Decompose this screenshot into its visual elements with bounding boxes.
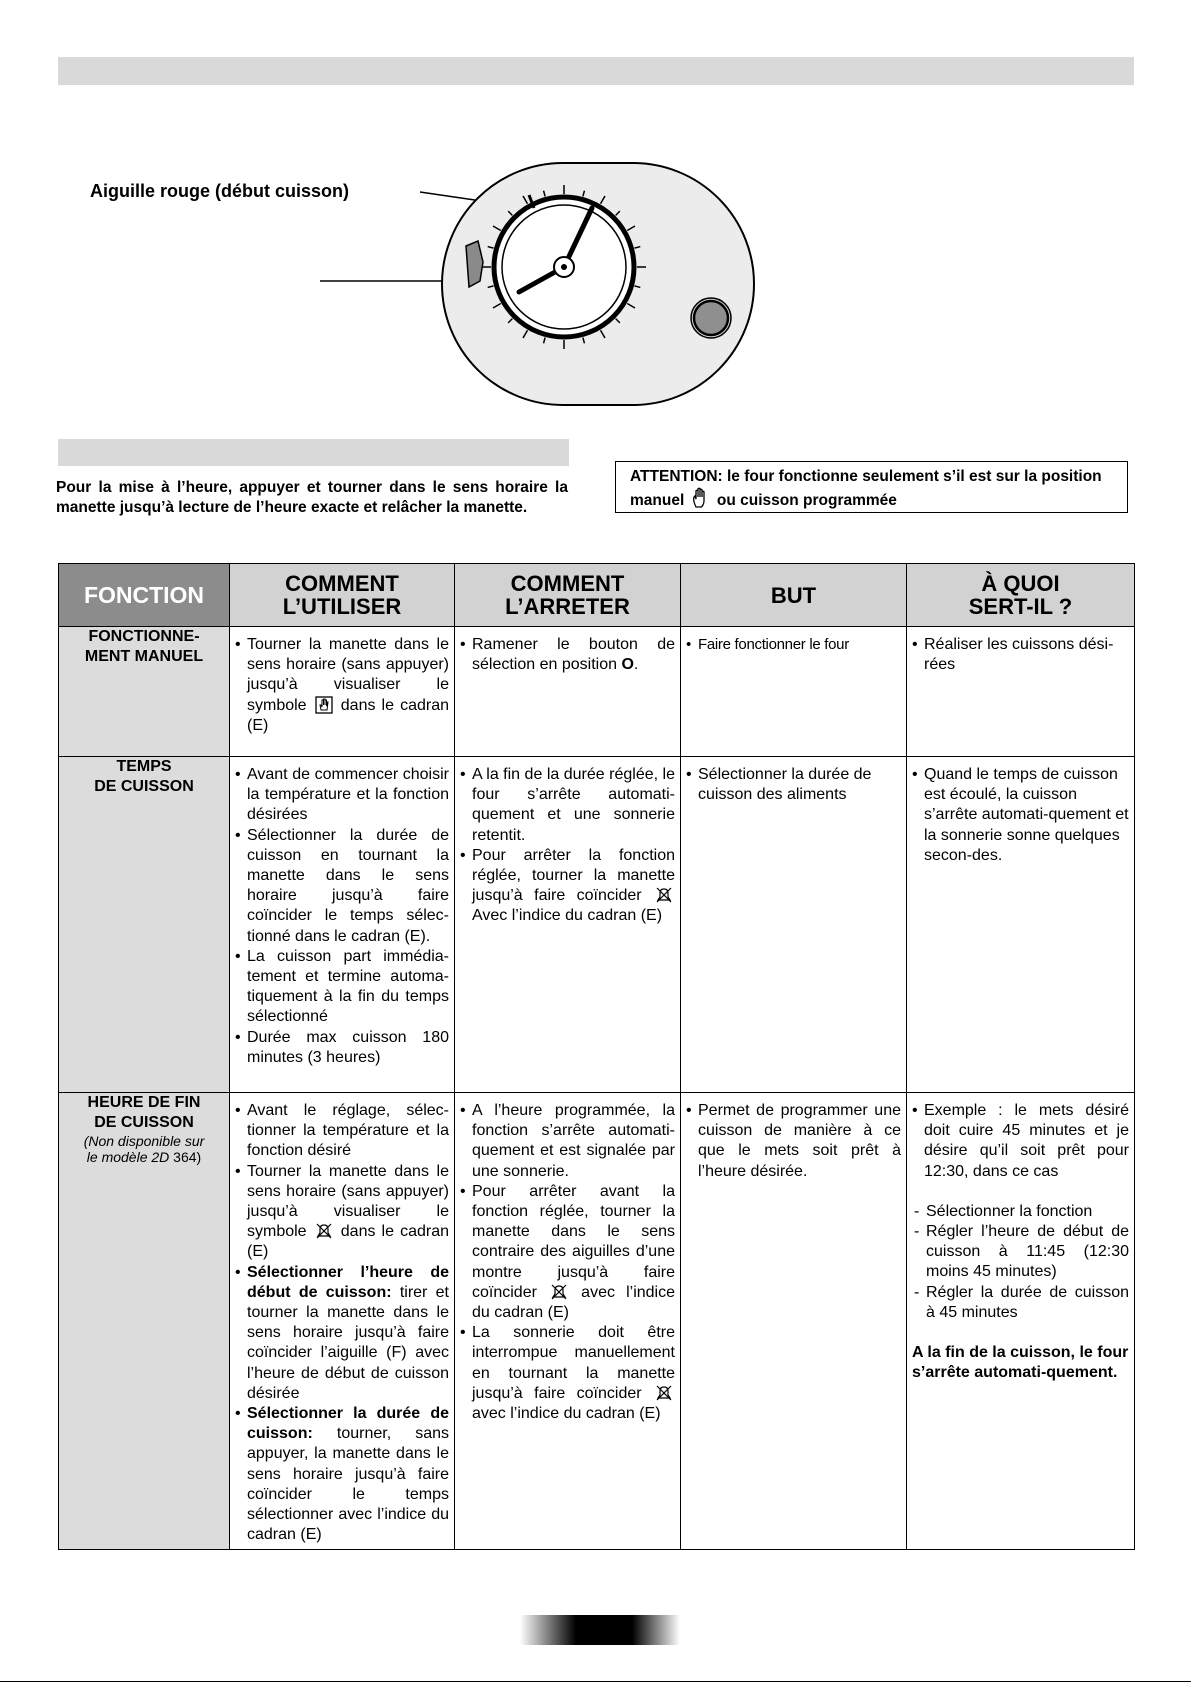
list-item: - Sélectionner la fonction [912,1202,1129,1222]
header-label: COMMENT L’ARRETER [505,571,630,619]
function-cooking-time [59,757,230,1093]
list-item [460,1323,675,1424]
list-item: • Durée max cuisson 180 minutes (3 heures) [235,1028,449,1068]
manual-hand-symbol-icon [315,696,333,714]
position-o: O [621,656,634,674]
end-of-cooking-note [912,1343,1129,1383]
list-item: • A l’heure programmée, la fonction s’arrête automati-quement et est signalée par une sonnerie. [460,1101,675,1182]
header-label: À QUOI SERT-IL ? [968,571,1073,619]
list-item: • Exemple : le mets désiré doit cuire 45 minutes et je désire qu’il soit prêt pour 12:30, dans ce cas [912,1101,1129,1182]
stop-end-time [455,1093,681,1550]
text: Ramener le bouton de sélection en position [472,636,675,674]
list-item: • Permet de programmer une cuisson de manière à ce que le mets soit prêt à l’heure désirée. [686,1101,901,1182]
header-fonction: FONCTION [59,564,230,627]
header-label: COMMENT L’UTILISER [282,571,402,619]
spacer [912,1323,1129,1343]
text: Pour arrêter avant la fonction réglée, tourner la manette dans le sens contraire des aiguilles d’une montre jusqu’à faire coïncider [472,1182,675,1301]
bell-crossed-symbol-icon [550,1283,568,1301]
list-item: • Sélectionner la durée de cuisson des aliments [686,765,901,805]
list-item [235,635,449,736]
attention-text-2: ou cuisson programmée [716,492,897,509]
text: avec l’indice du cadran (E) [472,1405,661,1423]
text: . [1112,1364,1118,1382]
list-item [460,635,675,675]
text: dans le cadran (E) [247,696,449,734]
use-end-time [230,1093,455,1550]
list-item [235,1263,449,1404]
header-comment-utiliser [230,564,455,627]
header-comment-arreter [455,564,681,627]
header-but: BUT [681,564,907,627]
table-row-manual [59,627,1135,757]
text: . [633,656,639,674]
list-item: • A la fin de la durée réglée, le four s’arrête automati-quement et une sonnerie retentit. [460,765,675,846]
text: Sélectionner la durée de cuisson: [247,1405,449,1443]
bell-crossed-symbol-icon [655,886,673,904]
list-item: - Régler la durée de cuisson à 45 minutes [912,1283,1129,1323]
list-item: • Réaliser les cuissons dési-rées [912,635,1129,675]
text: Avec l’indice du cadran (E) [472,907,663,925]
list-item [460,1182,675,1323]
text: Tourner la manette dans le sens horaire (sans appuyer) jusqu’à visualiser le symbole [247,1162,449,1241]
attention-text-1: ATTENTION: le four fonctionne seulement s’il est sur la position manuel [630,468,1102,509]
text: tirer et tourner la manette dans le sens horaire jusqu’à faire coïncider l’aiguille (F) avec l’heure de début de cuisson désirée [247,1283,449,1402]
goal-end-time [681,1093,907,1550]
table-row-cooking-time [59,757,1135,1093]
table-row-end-time [59,1093,1135,1550]
function-label: TEMPS [116,758,172,775]
header-a-quoi-sert-il [907,564,1135,627]
bell-crossed-symbol-icon [315,1222,333,1240]
function-label: DE CUISSON [94,778,194,795]
use-cooking-time [230,757,455,1093]
function-label: DE CUISSON [94,1114,194,1131]
text: Sélectionner l’heure de début de cuisson: [247,1263,449,1301]
bell-crossed-symbol-icon [655,1384,673,1402]
subsection-header-bar [58,439,569,466]
function-label: HEURE DE FIN [87,1094,201,1111]
list-item: • La cuisson part immédia-tement et termine automa-tiquement à la fin du temps sélectionné [235,947,449,1028]
text: tourner, sans appuyer, la manette dans le sens horaire jusqu’à faire coïncider le temps sélectionner avec l’indice du cadran (E) [247,1425,449,1544]
hand-manual-icon [691,487,711,509]
stop-manual [455,627,681,757]
function-end-time [59,1093,230,1550]
use-manual [230,627,455,757]
text: avec l’indice du cadran (E) [472,1283,675,1322]
text: (Non disponible sur [83,1133,205,1149]
list-item: • Sélectionner la durée de cuisson en tournant la manette dans le sens horaire jusqu’à faire coïncider le temps sélec-tionné dans le cadran (E). [235,826,449,947]
model-number: 364) [173,1149,202,1165]
spacer [912,1182,1129,1202]
list-item [235,1404,449,1545]
list-item: - Régler l’heure de début de cuisson à 11:45 (12:30 moins 45 minutes) [912,1222,1129,1283]
text: Tourner la manette dans le sens horaire (sans appuyer) jusqu’à visualiser le symbole [247,636,449,714]
text: le modèle 2D [86,1149,170,1165]
list-item: • Avant le réglage, sélec-tionner la température et la fonction désiré [235,1101,449,1162]
purpose-manual [907,627,1135,757]
dial-center-pin [561,264,567,270]
purpose-cooking-time [907,757,1135,1093]
oven-light-lens [694,301,728,335]
text: dans le cadran (E) [247,1223,449,1261]
attention-box [615,461,1128,513]
red-needle-label: Aiguille rouge (début cuisson) [90,181,350,201]
list-item: • Quand le temps de cuisson est écoulé, la cuisson s’arrête automati-quement et la sonnerie sonne quelques secon-des. [912,765,1129,866]
text: Pour arrêter la fonction réglée, tourner la manette jusqu’à faire coïncider [472,846,675,905]
functions-table [58,563,1135,1550]
list-item: • Avant de commencer choisir la température et la fonction désirées [235,765,449,826]
text: A la fin de la cuisson, le four s’arrête automati-quement [912,1344,1129,1382]
goal-manual [681,627,907,757]
model-availability-note [63,1133,225,1165]
list-item [235,1162,449,1263]
function-label: FONCTIONNE-MENT MANUEL [84,628,204,665]
stop-cooking-time [455,757,681,1093]
bottom-rule [0,1681,1191,1682]
text: La sonnerie doit être interrompue manuellement en tournant la manette jusqu’à faire coïncider [472,1324,675,1402]
list-item: • Faire fonctionner le four [686,635,901,655]
timer-dial-diagram [320,150,770,430]
time-setting-instructions: Pour la mise à l’heure, appuyer et tourner dans le sens horaire la manette jusqu’à lecture de l’heure exacte et relâcher la manette. [56,479,568,516]
function-manual [59,627,230,757]
page-number-bar [520,1615,680,1645]
section-header-bar [58,57,1134,85]
goal-cooking-time [681,757,907,1093]
purpose-end-time [907,1093,1135,1550]
table-header-row [59,564,1135,627]
list-item [460,846,675,927]
